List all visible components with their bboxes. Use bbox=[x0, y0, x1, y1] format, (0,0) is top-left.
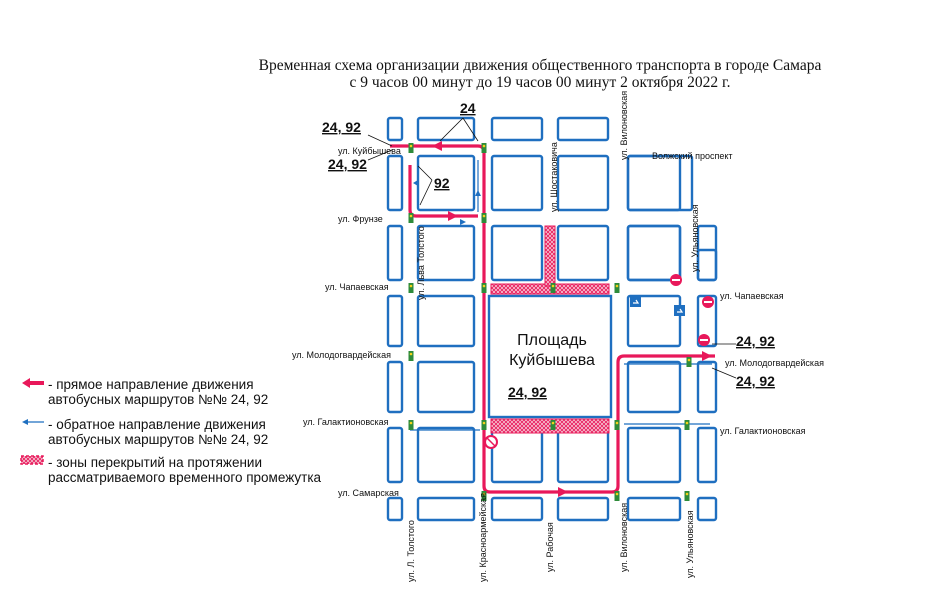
map-title-line1: Временная схема организации движения общественного транспорта в городе Самара bbox=[258, 57, 822, 74]
direction-sign-icon bbox=[630, 296, 641, 307]
legend-closure-swatch-icon bbox=[20, 455, 46, 465]
city-block bbox=[492, 156, 542, 210]
street-label: ул. Молодогвардейская bbox=[725, 358, 824, 368]
city-block bbox=[698, 250, 716, 280]
traffic-light-icon bbox=[482, 283, 487, 293]
traffic-light-icon bbox=[615, 420, 620, 430]
city-block bbox=[388, 118, 402, 140]
route-arrow bbox=[432, 141, 442, 151]
city-block bbox=[628, 156, 680, 210]
city-block bbox=[558, 428, 608, 482]
legend-closure-text-2: рассматриваемого временного промежутка bbox=[48, 470, 322, 485]
traffic-light-icon bbox=[615, 283, 620, 293]
no-stopping-sign-icon bbox=[485, 436, 497, 448]
city-block bbox=[388, 498, 402, 520]
direction-signs bbox=[630, 296, 685, 316]
legend-direct-arrow-icon bbox=[20, 376, 46, 390]
street-label: ул. Галактионовская bbox=[720, 426, 806, 436]
city-block bbox=[492, 226, 542, 280]
city-block bbox=[388, 156, 402, 210]
street-label: Волжский проспект bbox=[652, 151, 733, 161]
reverse-arrow bbox=[475, 190, 481, 196]
route-label: 24, 92 bbox=[328, 156, 367, 172]
traffic-light-icon bbox=[409, 351, 414, 361]
city-block bbox=[388, 428, 402, 482]
street-label: ул. Шостаковича bbox=[549, 142, 559, 212]
street-label: ул. Вилоновская bbox=[619, 502, 629, 572]
city-block bbox=[492, 428, 542, 482]
traffic-light-icon bbox=[409, 213, 414, 223]
city-block bbox=[418, 226, 474, 280]
city-block bbox=[492, 498, 542, 520]
route-arrow bbox=[702, 351, 712, 361]
city-block bbox=[698, 362, 716, 412]
street-label: ул. Куйбышева bbox=[338, 146, 401, 156]
street-label: ул. Ульяновская bbox=[685, 510, 695, 578]
no-entry-sign-icon bbox=[702, 296, 714, 308]
reverse-arrow bbox=[413, 180, 418, 186]
street-label: ул. Галактионовская bbox=[303, 417, 389, 427]
city-block bbox=[698, 498, 716, 520]
traffic-light-icon bbox=[482, 143, 487, 153]
street-label: ул. Фрунзе bbox=[338, 214, 383, 224]
traffic-light-icon bbox=[409, 143, 414, 153]
city-block bbox=[698, 428, 716, 482]
city-block bbox=[418, 428, 474, 482]
city-block bbox=[388, 296, 402, 346]
city-block bbox=[558, 226, 608, 280]
traffic-light-icon bbox=[482, 420, 487, 430]
city-block bbox=[558, 156, 608, 210]
street-label: ул. Ульяновская bbox=[690, 204, 700, 272]
street-label: ул. Красноармейская bbox=[478, 492, 488, 582]
map-title-line2: с 9 часов 00 минут до 19 часов 00 минут 2 октября 2022 г. bbox=[349, 74, 731, 91]
street-label: ул. Вилоновская bbox=[619, 90, 629, 160]
no-entry-sign-icon bbox=[670, 274, 682, 286]
legend-direct-text-1: - прямое направление движения bbox=[48, 377, 254, 392]
traffic-light-icon bbox=[551, 283, 556, 293]
street-label: ул. Льва Толстого bbox=[416, 226, 426, 300]
traffic-light-icon bbox=[685, 491, 690, 501]
city-block bbox=[492, 118, 542, 140]
route-label: 24, 92 bbox=[508, 384, 547, 400]
street-label: ул. Рабочая bbox=[545, 522, 555, 572]
city-block bbox=[628, 428, 680, 482]
legend-reverse-text-2: автобусных маршрутов №№ 24, 92 bbox=[48, 432, 269, 447]
traffic-light-icon bbox=[409, 420, 414, 430]
city-block bbox=[628, 226, 680, 280]
legend-direct-text-2: автобусных маршрутов №№ 24, 92 bbox=[48, 392, 269, 407]
city-block bbox=[698, 226, 716, 280]
route-arrow bbox=[558, 487, 568, 497]
city-block bbox=[628, 156, 692, 210]
city-block bbox=[388, 362, 402, 412]
city-block bbox=[628, 226, 680, 280]
city-block bbox=[558, 498, 608, 520]
route-label: 24, 92 bbox=[736, 373, 775, 389]
street-label: ул. Чапаевская bbox=[325, 282, 389, 292]
city-block bbox=[418, 362, 474, 412]
square-name-line1: Площадь bbox=[517, 332, 587, 349]
square-name-line2: Куйбышева bbox=[509, 352, 595, 369]
city-block bbox=[418, 498, 474, 520]
traffic-light-icon bbox=[551, 420, 556, 430]
street-label: ул. Молодогвардейская bbox=[292, 350, 391, 360]
traffic-light-icon bbox=[687, 357, 692, 367]
street-label: ул. Самарская bbox=[338, 488, 399, 498]
traffic-light-icon bbox=[615, 491, 620, 501]
traffic-light-icon bbox=[482, 213, 487, 223]
route-arrow bbox=[448, 211, 458, 221]
legend-reverse-text-1: - обратное направление движения bbox=[48, 417, 266, 432]
legend-closure-text-1: - зоны перекрытий на протяжении bbox=[48, 455, 262, 470]
traffic-light-icon bbox=[409, 283, 414, 293]
closure-zone bbox=[491, 419, 609, 433]
route-label: 24 bbox=[460, 100, 476, 116]
city-block bbox=[628, 362, 680, 412]
closure-zone bbox=[545, 226, 555, 286]
route-label: 24, 92 bbox=[736, 333, 775, 349]
route-label: 24, 92 bbox=[322, 119, 361, 135]
no-entry-sign-icon bbox=[698, 334, 710, 346]
street-label: ул. Чапаевская bbox=[720, 291, 784, 301]
direction-sign-icon bbox=[674, 305, 685, 316]
street-label: ул. Л. Толстого bbox=[406, 520, 416, 582]
city-block bbox=[628, 498, 680, 520]
traffic-light-icon bbox=[685, 420, 690, 430]
city-block bbox=[418, 296, 474, 346]
city-block bbox=[388, 226, 402, 280]
legend-reverse-arrow-icon bbox=[20, 417, 46, 427]
route-label: 92 bbox=[434, 175, 450, 191]
reverse-arrow bbox=[460, 219, 466, 225]
city-block bbox=[558, 118, 608, 140]
